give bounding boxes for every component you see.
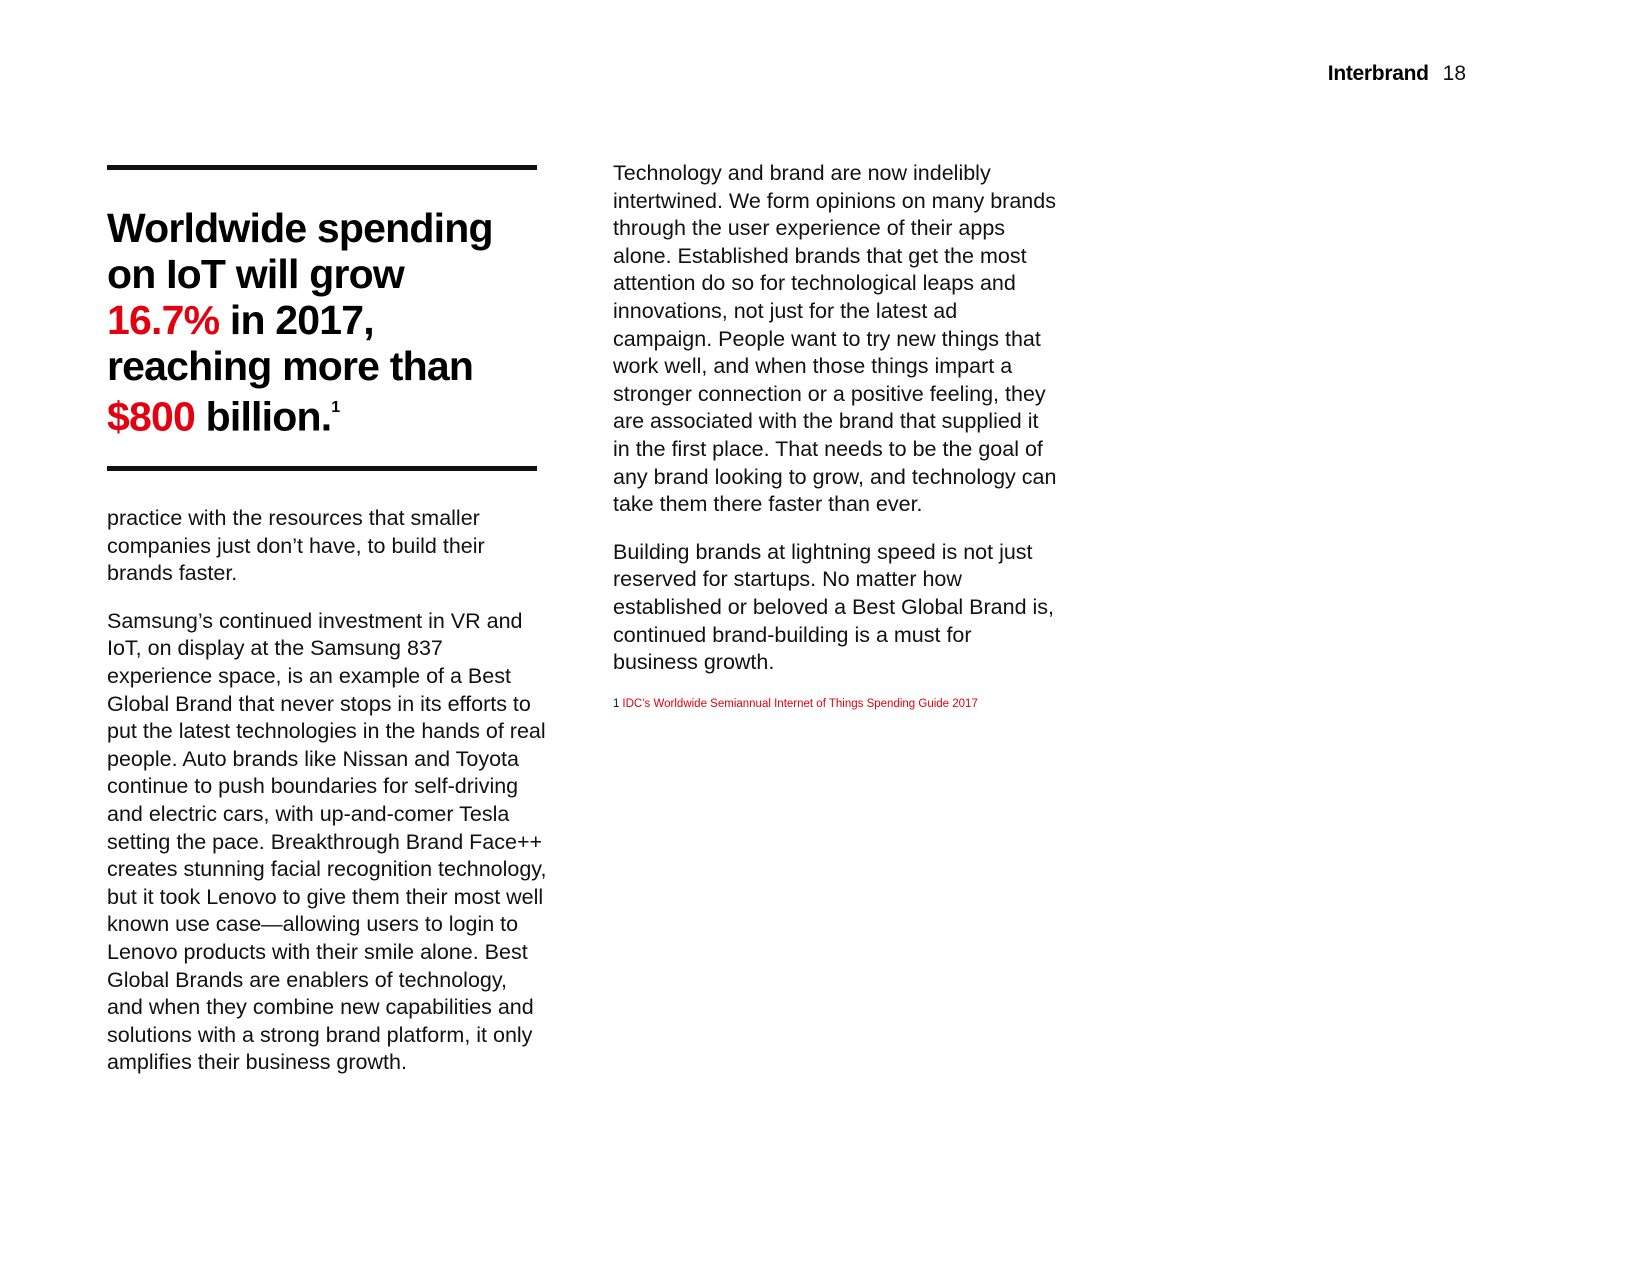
pullquote-line-1: Worldwide spending <box>107 205 493 251</box>
pullquote-footnote-ref: 1 <box>331 399 341 416</box>
right-paragraph-1: Technology and brand are now indelibly intertwined. We form opinions on many brands through the user experience of their apps alone. Established brands that get the most attention do so for technological leaps and innovations, not just for the latest ad campaign. People want to try new things that work well, and when those things impart a stronger connection or a positive feeling, they are associated with the brand that supplied it in the first place. That needs to be the goal of any brand looking to grow, and technology can take them there faster than ever. <box>613 161 1057 517</box>
page-number: 18 <box>1442 62 1466 85</box>
footnote-text: IDC’s Worldwide Semiannual Internet of Things Spending Guide 2017 <box>622 697 978 710</box>
brand-logo: Interbrand <box>1327 62 1429 85</box>
footnote-marker: 1 <box>613 697 620 710</box>
pullquote-top-rule <box>107 165 537 170</box>
page-header <box>1328 62 1466 86</box>
right-paragraph-2: Building brands at lightning speed is not just reserved for startups. No matter how established or beloved a Best Global Brand is, continued brand-building is a must for business growth. <box>613 539 1055 675</box>
left-paragraph-1: practice with the resources that smaller companies just don’t have, to build their brands faster. <box>107 506 485 586</box>
right-column <box>613 160 1059 731</box>
pullquote-percent: 16.7% <box>107 297 220 343</box>
left-paragraph-2: Samsung’s continued investment in VR and IoT, on display at the Samsung 837 experience space, is an example of a Best Global Brand that never stops in its efforts to put the latest technologies in the hands of real people. Auto brands like Nissan and Toyota continue to push boundaries for self-driving and electric cars, with up-and-comer Tesla setting the pace. Breakthrough Brand Face++ creates stunning facial recognition technology, but it took Lenovo to give them their most well known use case—allowing users to login to Lenovo products with their smile alone. Best Global Brands are enablers of technology, and when they combine new capabilities and solutions with a strong brand platform, it only amplifies their business growth. <box>107 608 547 1075</box>
pullquote-bottom-rule <box>107 466 537 471</box>
pullquote <box>107 205 547 440</box>
footnote <box>613 697 1059 711</box>
pullquote-line-2: on IoT will grow <box>107 251 404 297</box>
pullquote-amount: $800 <box>107 393 196 440</box>
pullquote-line-3: in 2017, <box>219 297 374 343</box>
pullquote-line-5: billion. <box>195 393 332 440</box>
pullquote-line-4: reaching more than <box>107 343 474 389</box>
left-column <box>107 505 547 1097</box>
